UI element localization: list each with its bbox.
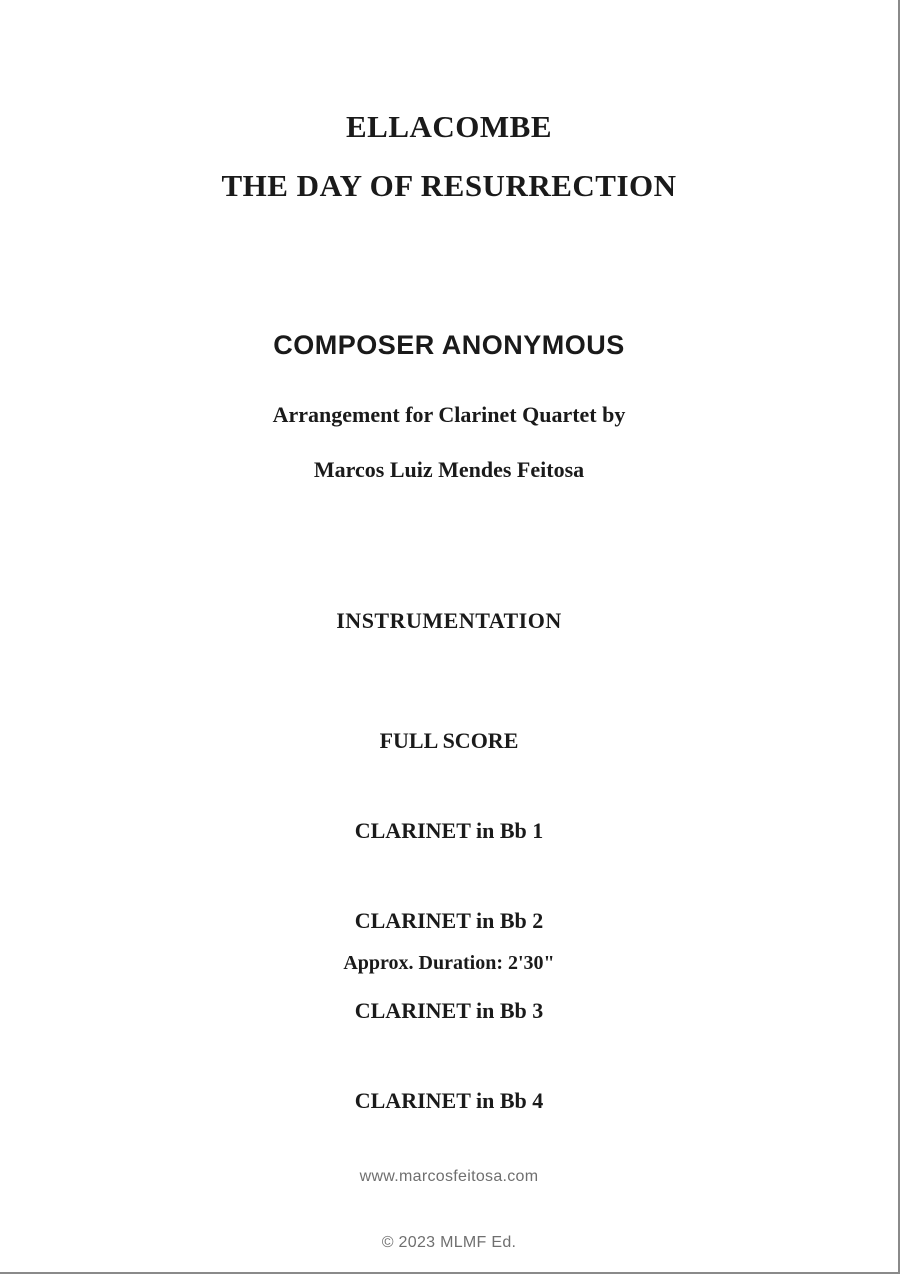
composer-name: COMPOSER ANONYMOUS <box>273 330 625 360</box>
work-title: ELLACOMBE <box>345 109 553 144</box>
instrumentation-item-clarinet-2: CLARINET in Bb 2 <box>354 908 544 933</box>
copyright-notice: © 2023 MLMF Ed. <box>381 1234 517 1251</box>
arranger-name: Marcos Luiz Mendes Feitosa <box>313 457 585 482</box>
work-subtitle: THE DAY OF RESURRECTION <box>221 168 677 203</box>
instrumentation-item-clarinet-1: CLARINET in Bb 1 <box>354 818 544 843</box>
instrumentation-heading: INSTRUMENTATION <box>336 608 562 633</box>
arrangement-description: Arrangement for Clarinet Quartet by <box>272 402 626 427</box>
instrumentation-item-clarinet-4: CLARINET in Bb 4 <box>354 1088 544 1113</box>
instrumentation-item-full-score: FULL SCORE <box>379 728 519 753</box>
approx-duration: Approx. Duration: 2'30" <box>343 952 555 974</box>
publisher-footer <box>0 1122 898 1274</box>
instrumentation-item-clarinet-3: CLARINET in Bb 3 <box>354 998 544 1023</box>
publisher-website: www.marcosfeitosa.com <box>359 1168 539 1185</box>
instrumentation-list <box>0 666 898 1176</box>
